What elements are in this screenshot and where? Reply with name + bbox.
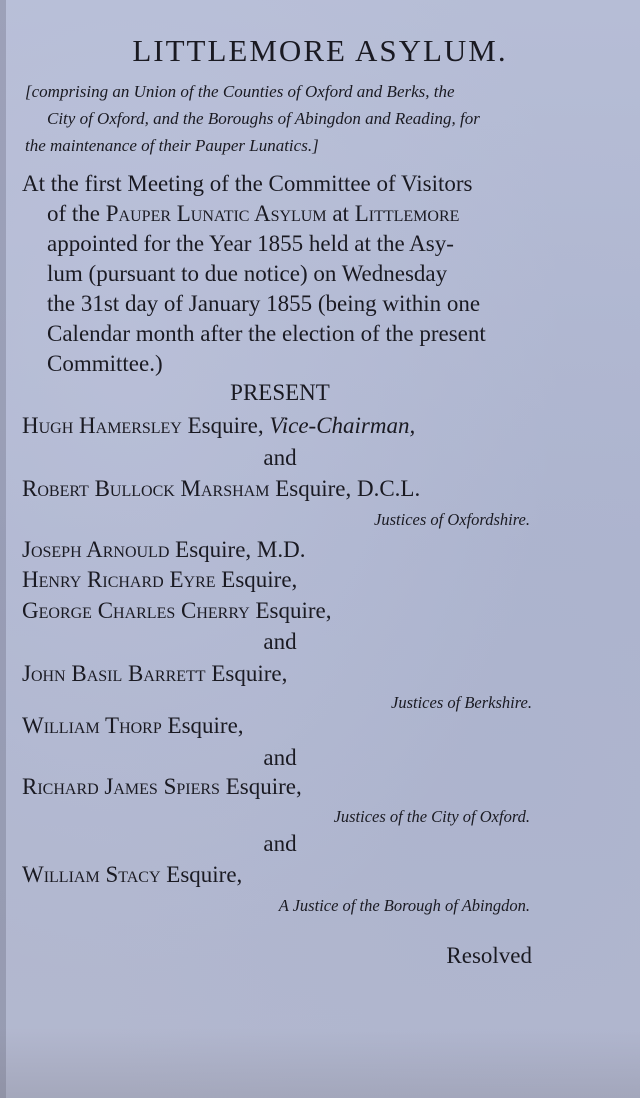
jurisdiction-oxford-city: Justices of the City of Oxford. <box>333 807 530 826</box>
attendee-thorp <box>22 713 244 739</box>
attendee-title: Esquire, <box>219 774 302 799</box>
attendee-title: Esquire, <box>181 413 270 438</box>
intro-text: at <box>326 201 355 226</box>
intro-line-6: Calendar month after the election of the present <box>47 321 486 346</box>
attendee-name: William Thorp <box>22 713 162 738</box>
attendee-cherry <box>22 598 331 624</box>
subtitle-line-3: the maintenance of their Pauper Lunatics.] <box>25 136 319 155</box>
attendee-name: Hugh Hamersley <box>22 413 182 438</box>
intro-line-3: appointed for the Year 1855 held at the Asy- <box>47 231 454 256</box>
catchword: Resolved <box>446 943 532 968</box>
conjunction-and: and <box>263 745 297 770</box>
conjunction-and: and <box>263 445 297 470</box>
document-title: LITTLEMORE ASYLUM. <box>132 33 508 68</box>
attendee-name: Richard James Spiers <box>22 774 220 799</box>
page-bottom-stain <box>0 1028 640 1098</box>
attendee-name: Robert Bullock Marsham <box>22 476 270 501</box>
attendee-name: John Basil Barrett <box>22 661 206 686</box>
intro-line-2 <box>47 201 459 227</box>
jurisdiction-abingdon: A Justice of the Borough of Abingdon. <box>278 896 530 915</box>
attendee-marsham <box>22 476 420 502</box>
attendee-title: Esquire, D.C.L. <box>269 476 421 501</box>
attendee-title: Esquire, <box>161 713 244 738</box>
attendee-role: Vice-Chairman, <box>269 413 416 438</box>
attendee-barrett <box>22 661 287 687</box>
attendee-arnould <box>22 537 305 563</box>
attendee-stacy <box>22 862 242 888</box>
attendee-name: Joseph Arnould <box>22 537 170 562</box>
jurisdiction-berkshire: Justices of Berkshire. <box>391 693 532 712</box>
attendee-title: Esquire, <box>160 862 243 887</box>
intro-line-7: Committee.) <box>47 351 163 376</box>
conjunction-and: and <box>263 831 297 856</box>
attendee-name: George Charles Cherry <box>22 598 250 623</box>
attendee-title: Esquire, M.D. <box>169 537 306 562</box>
jurisdiction-oxfordshire: Justices of Oxfordshire. <box>374 510 530 529</box>
intro-line-5: the 31st day of January 1855 (being within one <box>47 291 481 316</box>
present-heading: PRESENT <box>230 380 330 405</box>
place-name: Littlemore <box>354 201 460 226</box>
attendee-title: Esquire, <box>205 661 288 686</box>
asylum-name: Pauper Lunatic Asylum <box>105 201 327 226</box>
attendee-title: Esquire, <box>215 567 298 592</box>
attendee-name: William Stacy <box>22 862 161 887</box>
intro-line-1: At the first Meeting of the Committee of Visitors <box>22 171 473 196</box>
subtitle-line-2: City of Oxford, and the Boroughs of Abingdon and Reading, for <box>47 109 480 128</box>
intro-text: of the <box>47 201 106 226</box>
attendee-eyre <box>22 567 297 593</box>
conjunction-and: and <box>263 629 297 654</box>
attendee-spiers <box>22 774 302 800</box>
attendee-title: Esquire, <box>249 598 332 623</box>
page-edge-shadow <box>0 0 6 1098</box>
attendee-hamersley <box>22 413 415 439</box>
subtitle-line-1: [comprising an Union of the Counties of Oxford and Berks, the <box>25 82 455 101</box>
attendee-name: Henry Richard Eyre <box>22 567 216 592</box>
intro-line-4: lum (pursuant to due notice) on Wednesday <box>47 261 448 286</box>
